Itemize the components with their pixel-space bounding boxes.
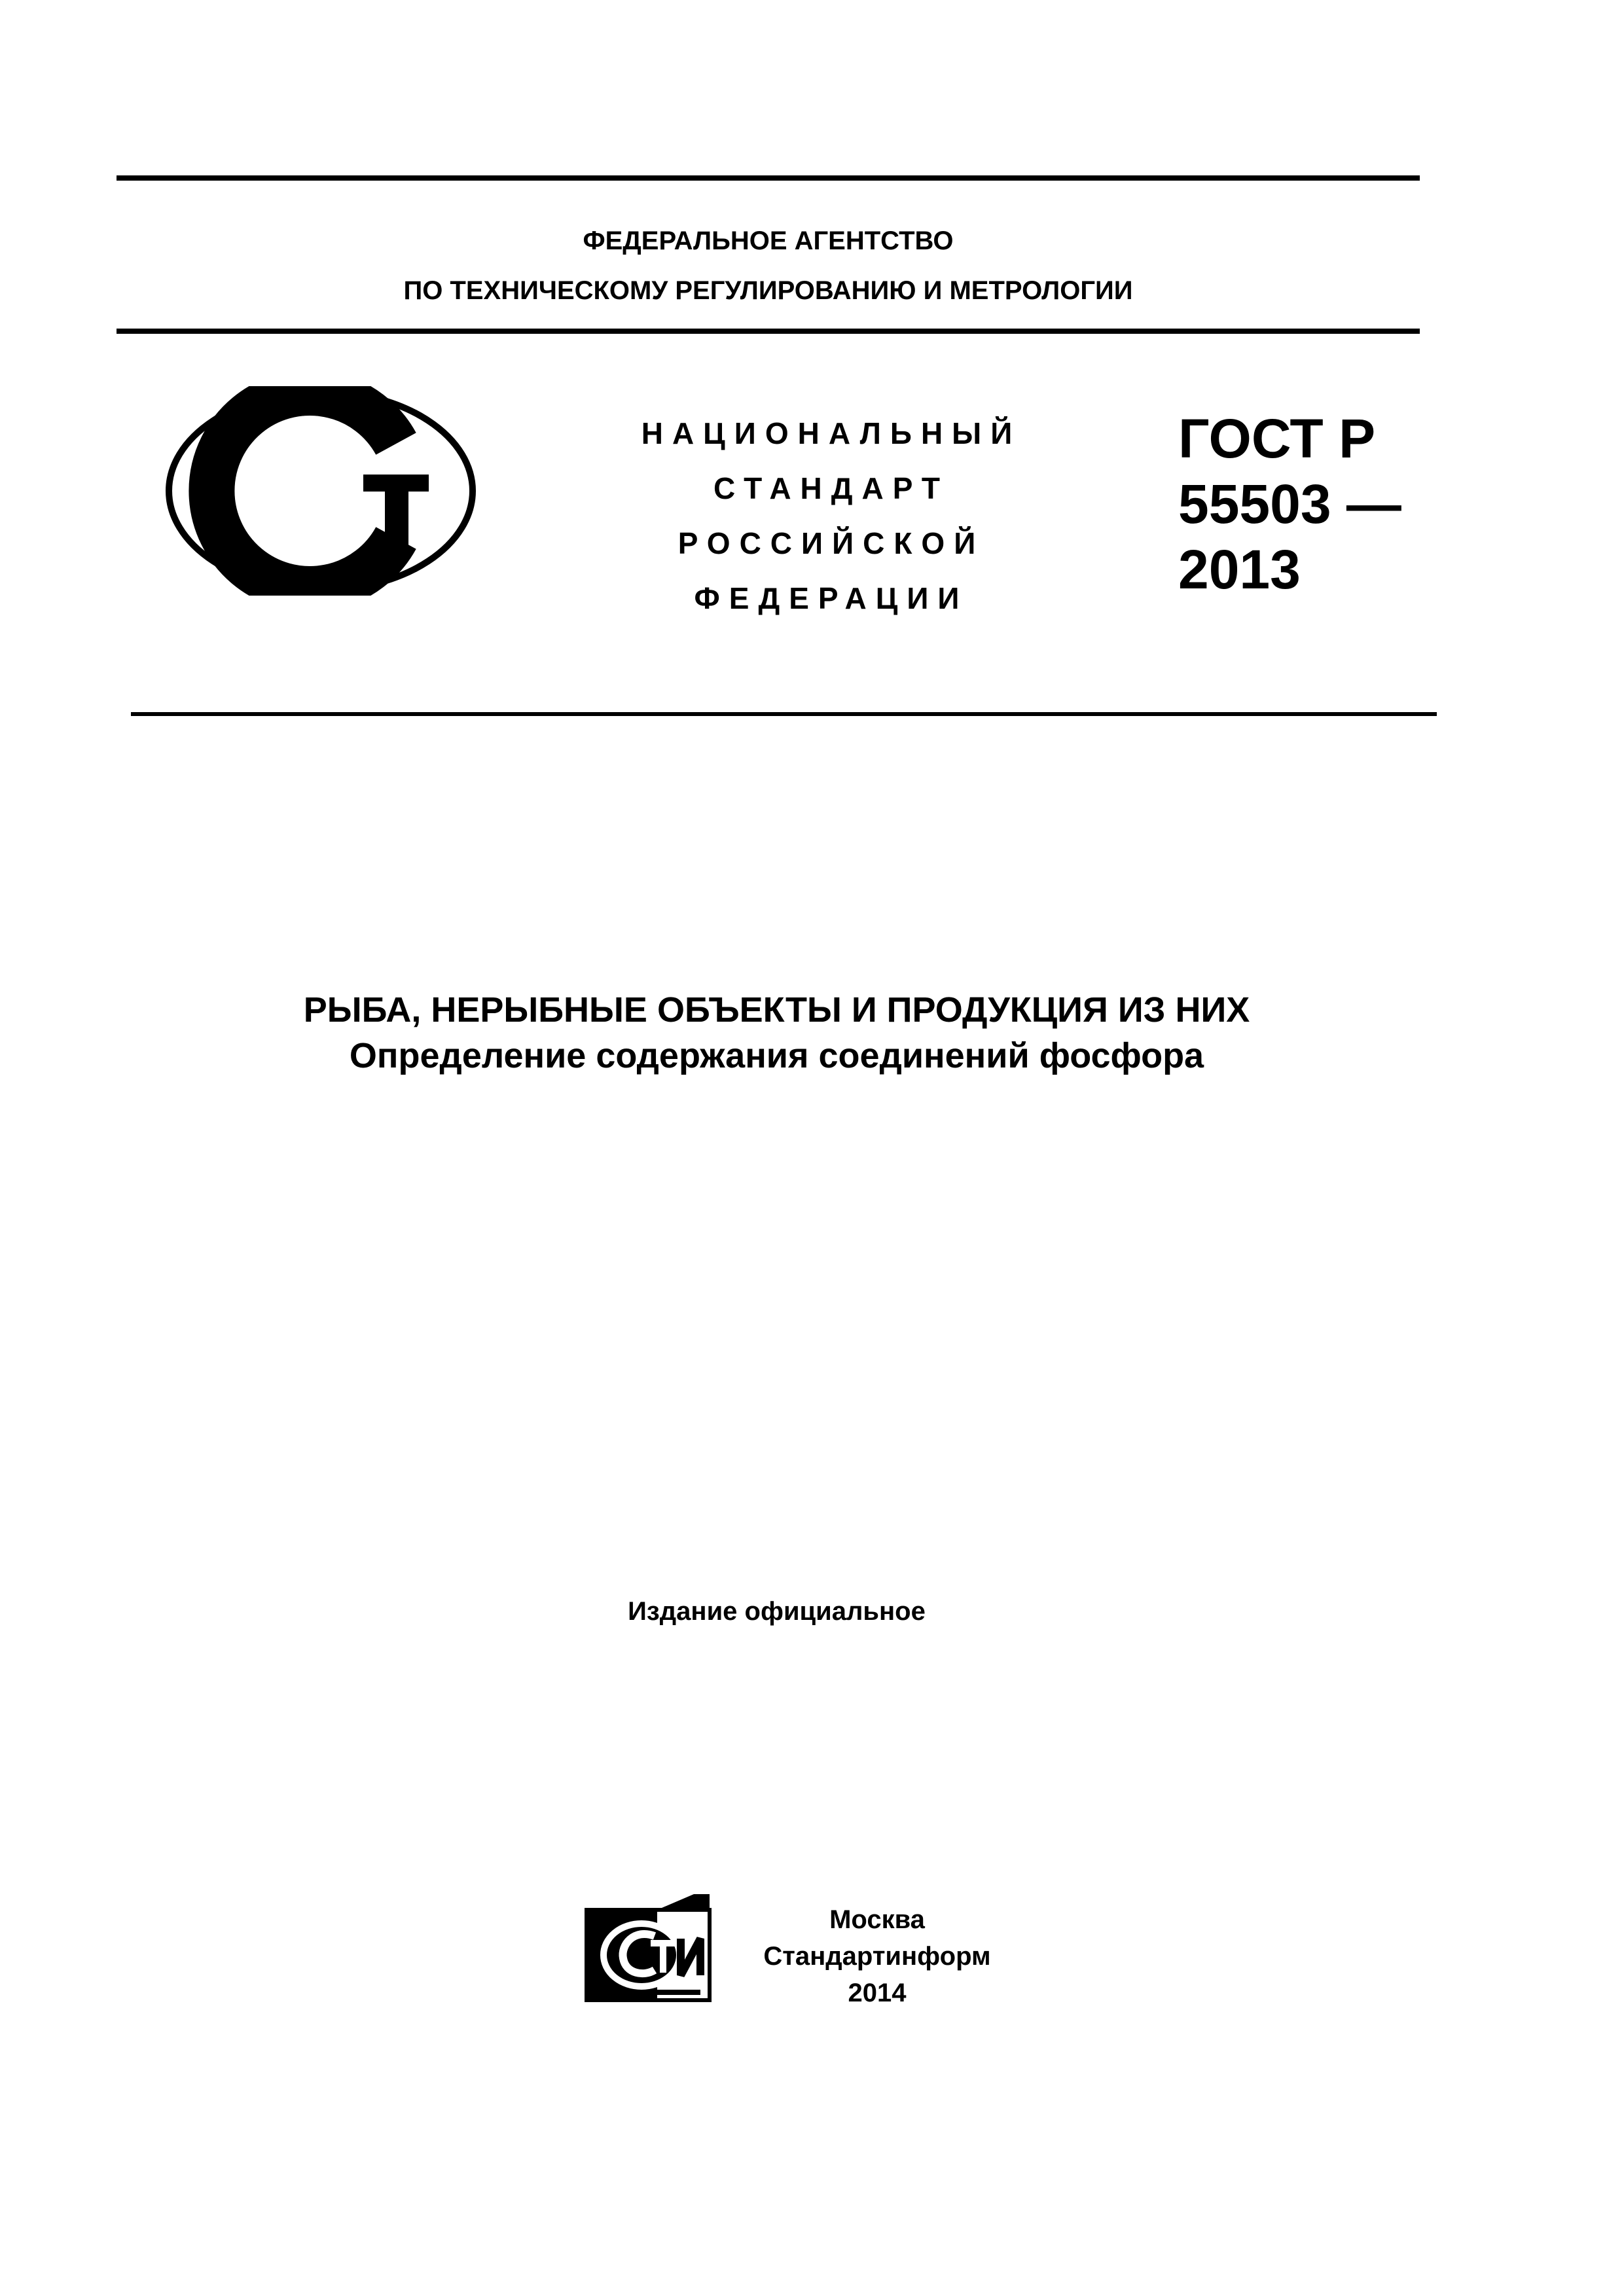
header-bottom-rule bbox=[117, 329, 1420, 334]
national-line-1: НАЦИОНАЛЬНЫЙ bbox=[641, 416, 1022, 450]
agency-header bbox=[117, 216, 1420, 315]
standard-code-line-3: 2013 bbox=[1178, 539, 1301, 600]
standard-code-line-2: 55503 — bbox=[1178, 473, 1401, 535]
title-line-1: РЫБА, НЕРЫБНЫЕ ОБЪЕКТЫ И ПРОДУКЦИЯ ИЗ НИХ bbox=[303, 990, 1250, 1030]
top-rule bbox=[117, 175, 1420, 181]
publisher-city: Москва bbox=[829, 1905, 925, 1934]
national-line-4: ФЕДЕРАЦИИ bbox=[694, 581, 969, 615]
national-line-3: РОССИЙСКОЙ bbox=[677, 526, 985, 560]
publisher-name: Стандартинформ bbox=[763, 1942, 991, 1971]
edition-label: Издание официальное bbox=[628, 1597, 926, 1626]
standard-code-line-1: ГОСТ Р bbox=[1178, 408, 1376, 469]
national-line-2: СТАНДАРТ bbox=[713, 471, 949, 505]
agency-line-1: ФЕДЕРАЛЬНОЕ АГЕНТСТВО bbox=[583, 226, 954, 255]
publisher-info bbox=[740, 1901, 1015, 2011]
document-title bbox=[117, 987, 1437, 1079]
publisher-year: 2014 bbox=[848, 1979, 907, 2007]
publisher-logo-icon bbox=[583, 1892, 713, 2004]
gost-mark-icon bbox=[164, 386, 478, 596]
title-line-2: Определение содержания соединений фосфора bbox=[349, 1036, 1204, 1075]
national-standard-label bbox=[563, 406, 1100, 626]
standard-code bbox=[1178, 406, 1401, 602]
standard-block-rule bbox=[131, 712, 1437, 716]
agency-line-2: ПО ТЕХНИЧЕСКОМУ РЕГУЛИРОВАНИЮ И МЕТРОЛОГИИ bbox=[403, 276, 1133, 305]
